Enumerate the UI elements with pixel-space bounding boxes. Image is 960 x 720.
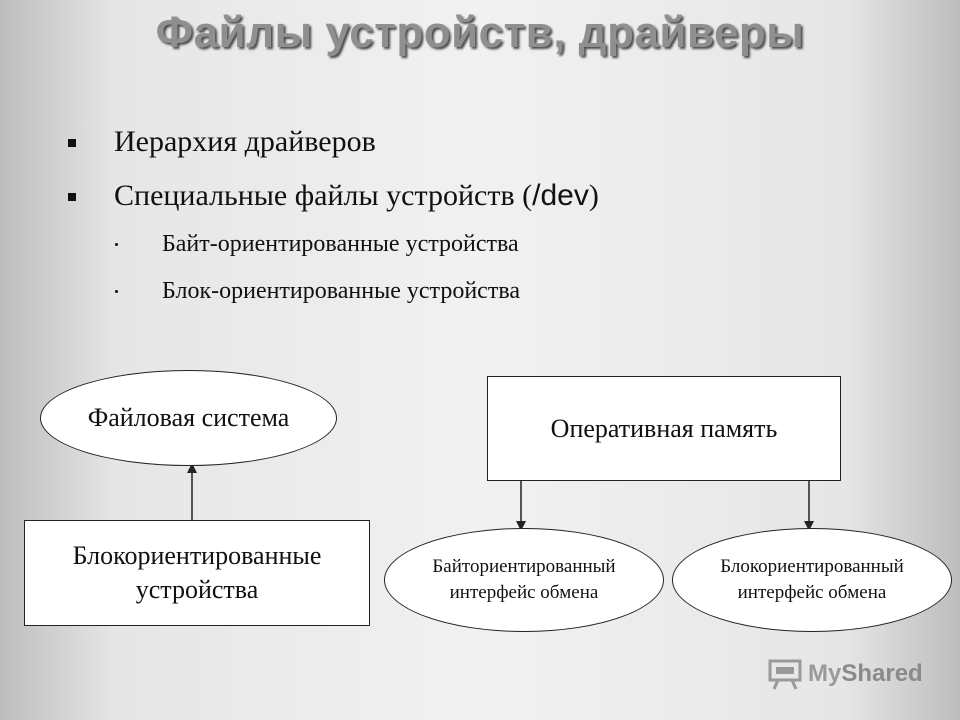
sub-bullet-text: Блок-ориентированные устройства <box>162 278 520 304</box>
block-interface-label-line2: интерфейс обмена <box>737 582 887 603</box>
bullet-text: Иерархия драйверов <box>114 125 376 158</box>
myshared-watermark <box>768 656 923 692</box>
sub-bullet-text: Байт-ориентированные устройства <box>162 231 519 257</box>
byte-interface-label-line2: интерфейс обмена <box>449 582 599 603</box>
presentation-board-icon <box>768 658 802 690</box>
block-interface-ellipse <box>672 528 952 632</box>
byte-interface-label-line1: Байториентированный <box>432 556 616 577</box>
ram-box <box>487 376 841 481</box>
watermark-my: My <box>808 660 842 687</box>
file-system-ellipse <box>40 370 337 466</box>
bullet-text-after: ) <box>588 179 599 212</box>
watermark-shared: Shared <box>841 660 923 687</box>
block-devices-label-line2: устройства <box>135 575 259 604</box>
slide-title: Файлы устройств, драйверы <box>155 8 805 57</box>
dev-path: /dev <box>532 179 589 212</box>
file-system-label: Файловая система <box>87 403 290 432</box>
ram-label: Оперативная память <box>550 413 778 443</box>
byte-interface-ellipse <box>384 528 664 632</box>
block-devices-box <box>24 520 370 626</box>
bullet-text-before: Специальные файлы устройств ( <box>114 179 533 212</box>
block-devices-label-line1: Блокориентированные <box>72 541 322 570</box>
block-interface-label-line1: Блокориентированный <box>720 556 904 577</box>
